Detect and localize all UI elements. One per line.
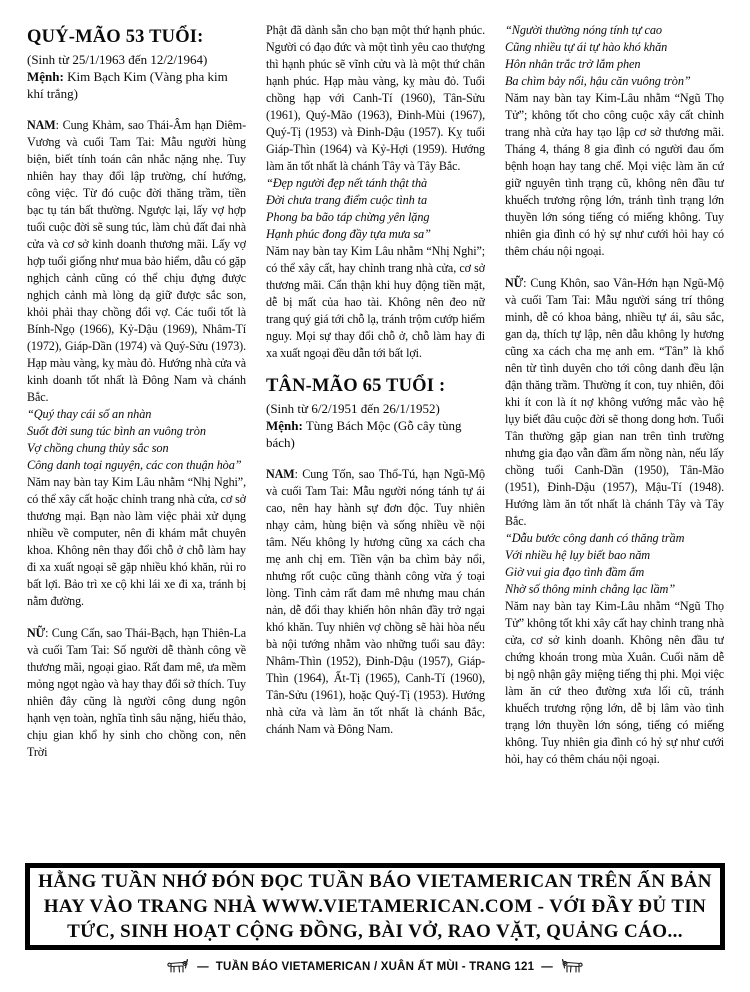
poem-line: Hôn nhân trắc trở lắm phen <box>505 57 641 71</box>
banner-line-1: HẰNG TUẦN NHỚ ĐÓN ĐỌC TUẦN BÁO VIETAMERICAN TRÊN ẤN BẢN <box>38 871 712 892</box>
poem-line: “Người thường nóng tính tự cao <box>505 23 662 37</box>
paragraph-nam <box>27 117 246 406</box>
poem-line: Suốt đời sung túc bình an vuông tròn <box>27 424 206 438</box>
poem-nu <box>505 530 724 598</box>
nam-label: NAM <box>27 118 56 132</box>
poem-line: Công danh toại nguyện, các con thuận hòa” <box>27 458 242 472</box>
poem-line: “Dẫu bước công danh có thăng trầm <box>505 531 685 545</box>
paragraph-text: : Cung Cấn, sao Thái-Bạch, hạn Thiên-La và cuối Tam Tai: Số người dễ thành công về thương mãi, ngoại giao. Rất đam mê, ưa mềm mỏng ngọt ngào và hay thay đổi sở thích. Tuy nhiên đây cũng là người công dung ngôn hạnh vẹn toàn, nghĩa tình sâu nặng, hiếu thảo, chịu gian khổ hy sinh cho chồng con, nên Trời <box>27 626 246 759</box>
paragraph-text: : Cung Khôn, sao Vân-Hớn hạn Ngũ-Mộ và cuối Tam Tai: Mẫu người sáng trí thông minh, dễ có khoa bảng, nhiều tự ái, sâu sắc, gan dạ, thích tự lập, nên dẫu không ly hương cũng xa cách cha mẹ anh em. “Tân” là khổ nên từ tình duyên cho tới công danh đều lận đận thăng trầm. Thường ít con, tuy nhiên, đôi khi ít con là ít nợ không vướng mắc vào hệ lụy biết đâu cuộc đời sẽ thong dong hơn. Tuổi Tân thường gặp gian nan trên tình trường nhưng gia đạo vẫn đầm ấm nồng nàn, nếu lấy chồng tuổi Canh-Dần (1950), Tân-Mão (1951), Đinh-Dậu (1957), Mậu-Tí (1948). Hướng làm ăn tốt nhất là chánh Tây và Tây Bắc. <box>505 276 724 528</box>
poem-line: Giờ vui gia đạo tình đầm ấm <box>505 565 645 579</box>
goat-icon <box>166 957 190 977</box>
paragraph-yearly-advice: Năm nay bàn tay Kim Lâu nhằm “Nhị Nghi”; có thể xây cất, hay chỉnh trang nhà cửa, cơ sở thương mãi. Cẩn thận khi huy động tiền mặt, dễ bị mất của hao tài. Không nên đeo nữ trang quý giá tới chỗ lạ, tránh trộm cướp hiểm nguy. Mọi sự thay đổi chỗ ở, chỗ làm hay đi xa xuất ngoại đều dẫn tới bất lợi. <box>266 244 485 360</box>
nam-label: NAM <box>266 467 295 481</box>
poem-line: “Quý thay cái số an nhàn <box>27 407 152 421</box>
footer-dash-left: — <box>197 961 209 973</box>
poem-line: Phong ba bão táp chừng yên lặng <box>266 210 430 224</box>
destiny-label: Mệnh: <box>27 69 64 84</box>
footer-text: TUẦN BÁO VIETAMERICAN / XUÂN ẤT MÙI - TRANG 121 <box>215 961 535 973</box>
zodiac-heading-tan-mao: TÂN-MÃO 65 TUỔI : <box>266 376 446 396</box>
destiny-line <box>27 68 246 102</box>
poem-line: Vợ chồng chung thủy sắc son <box>27 441 169 455</box>
paragraph-nam <box>266 466 485 738</box>
destiny-label: Mệnh: <box>266 418 303 433</box>
birthdate-range: (Sinh từ 25/1/1963 đến 12/2/1964) <box>27 52 208 67</box>
promo-banner <box>25 863 725 950</box>
horoscope-columns <box>27 22 725 858</box>
column-3 <box>505 22 724 858</box>
column-2 <box>266 22 485 858</box>
poem-line: Hạnh phúc đong đầy tựa mưa sa” <box>266 227 431 241</box>
column-1 <box>27 22 246 858</box>
nu-label: NỮ <box>27 626 46 640</box>
poem-line: Đời chưa trang điểm cuộc tình ta <box>266 193 428 207</box>
poem-line: Ba chìm bảy nổi, hậu căn vuông tròn” <box>505 74 691 88</box>
poem-quy-mao <box>27 406 246 474</box>
destiny-line <box>266 417 485 451</box>
birthdate-range: (Sinh từ 6/2/1951 đến 26/1/1952) <box>266 401 440 416</box>
paragraph-nu <box>505 275 724 530</box>
poem-line: Cũng nhiều tự ái tự hào khó khăn <box>505 40 668 54</box>
paragraph-text: : Cung Tốn, sao Thổ-Tú, hạn Ngũ-Mộ và cuối Tam Tai: Mẫu người nóng tánh tự ái cao, nên hay hành sự đơn độc. Tuy nhiên nhạy cảm, hùng biện và sống nhiều về nội tâm. Nếu không ly hương cũng xa cách cha mẹ anh chị em. Tiền vận ba chìm bảy nổi, nhưng rốt cuộc cũng thành công vừa ý toại lòng. Tình cảm rất đam mê nhưng mau chán nản, dễ đổi thay khiến hôn nhân đầy trở ngại khó khăn. Tuy nhiên vợ chồng sẽ hài hòa nếu bà nội tướng nhằm vào những tuổi sau đây: Nhâm-Thìn (1952), Đinh-Dậu (1957), Giáp-Thìn (1964), Ất-Tị (1965), Canh-Tí (1960), Tân-Sửu (1961), hoặc Quý-Tị (1953). Hướng nhà cửa và làm ăn tốt nhất là chánh Bắc, chánh Nam và Đông Nam. <box>266 467 485 736</box>
paragraph-text: : Cung Khảm, sao Thái-Âm hạn Diêm-Vương và cuối Tam Tai: Mẫu người hùng biện, biết tính toán cân nhắc nặng nhẹ. Tuy nhiên hay thay đổi lập trường, chí hướng, công việc. Từ đó cuộc đời thăng trầm, tiền bạc tụ tán bất thường. Ngược lại, lấy vợ hợp tuổi cuộc đời sẽ sung túc, làm chủ đất đai nhà cửa và cơ sở kinh doanh thương mãi. Lấy vợ hợp tuổi giống như mua bảo hiểm, dẫu có gặp nghịch cảnh cũng có thể chịu đựng được nghịch cảnh mà lòng dạ giữ được sắc son, khỏi phải thay chồng đổi vợ. Các tuổi tốt là Bính-Ngọ (1966), Kỷ-Dậu (1969), Nhâm-Tí (1972), Giáp-Dần (1974) và Quý-Sửu (1973). Hạp màu vàng, kỵ màu đỏ. Hướng nhà cửa và kinh doanh tốt nhất là Đông Nam và chánh Bắc. <box>27 118 246 404</box>
paragraph-nu-continued: Phật đã dành sẵn cho bạn một thứ hạnh phúc. Người có đạo đức và một tình yêu cao thượng thì hạnh phúc sẽ vĩnh cửu và là một thứ chân hạnh phúc. Hạp màu vàng, kỵ màu đỏ. Tuổi chồng hạp với Canh-Tí (1960), Tân-Sửu (1961), Quý-Mão (1963), Đinh-Mùi (1967), Quý-Tị (1953) và Đinh-Dậu (1957). Kỵ tuổi Giáp-Thìn (1964) và Kỷ-Hợi (1959). Hướng làm ăn tốt nhất là chánh Tây và Tây Bắc. <box>266 23 485 173</box>
poem-nu <box>266 175 485 243</box>
paragraph-nu <box>27 625 246 761</box>
destiny-text: Kim Bạch Kim (Vàng pha kim khí trắng) <box>27 69 228 101</box>
paragraph-yearly-advice: Năm nay bàn tay Kim Lâu nhằm “Nhị Nghi”, có thể xây cất hoặc chỉnh trang nhà cửa, cơ sở thương mại. Bạn nào làm việc phải xử dụng nhiều về computer, nên đi khám mắt chuyên khoa. Không nên thay đổi chỗ ở chỗ làm hay đi xa xuất ngoại sẽ gặp nhiều khó khăn, rủi ro bất lợi. Bảo trì xe cộ khi lái xe đi xa, tránh bị nằm đường. <box>27 475 246 608</box>
banner-line-3: TỨC, SINH HOẠT CỘNG ĐỒNG, BÀI VỞ, RAO VẶT, QUẢNG CÁO... <box>67 921 683 942</box>
poem-line: “Đẹp người đẹp nết tánh thật thà <box>266 176 428 190</box>
paragraph-yearly-advice: Năm nay bàn tay Kim-Lâu nhằm “Ngũ Thọ Tử” không tốt khi xây cất hay chỉnh trang nhà cửa, cơ sở kinh doanh. Không nên đầu tư chứng khoán trong mùa Xuân. Cuối năm dễ bị ngộ nhận gây miệng tiếng thị phi. Mọi việc làm ăn cứ theo đường xưa lối cũ, tránh khuếch trương rộng lớn, dễ bị lâm vào tình trạng lớn thuyền lớn sóng, tiếng có miếng không. Tuy nhiên gia đình có hỷ sự như cưới hỏi, hay có thêm cháu nội ngoại. <box>505 599 724 766</box>
destiny-text: Tùng Bách Mộc (Gỗ cây tùng bách) <box>266 418 462 450</box>
page-footer <box>0 957 750 977</box>
poem-nam <box>505 22 724 90</box>
zodiac-heading-quy-mao: QUÝ-MÃO 53 TUỔI: <box>27 27 204 47</box>
poem-line: Với nhiều hệ lụy biết bao năm <box>505 548 651 562</box>
goat-icon <box>560 957 584 977</box>
poem-line: Nhờ số thông minh chẳng lạc lầm” <box>505 582 676 596</box>
footer-dash-right: — <box>541 961 553 973</box>
nu-label: NỮ <box>505 276 524 290</box>
banner-line-2: HAY VÀO TRANG NHÀ WWW.VIETAMERICAN.COM - VỚI ĐẦY ĐỦ TIN <box>43 896 707 917</box>
paragraph-yearly-advice: Năm nay bàn tay Kim-Lâu nhằm “Ngũ Thọ Tử”; không tốt cho công cuộc xây cất chỉnh trang nhà cửa hay tạo lập cơ sở thương mãi. Tháng 4, tháng 8 gia đình có người đau ốm bệnh hoạn hay tang chế. Mọi việc làm ăn cứ giữ nguyên tình trạng cũ, không nên đầu tư khuếch trương rộng lớn, tránh tình trạng lớn thuyền lớn sóng tiếng có miếng không. Tuy nhiên gia đình có hỷ sự như cưới hỏi hay có thêm cháu nội ngoại. <box>505 91 724 258</box>
